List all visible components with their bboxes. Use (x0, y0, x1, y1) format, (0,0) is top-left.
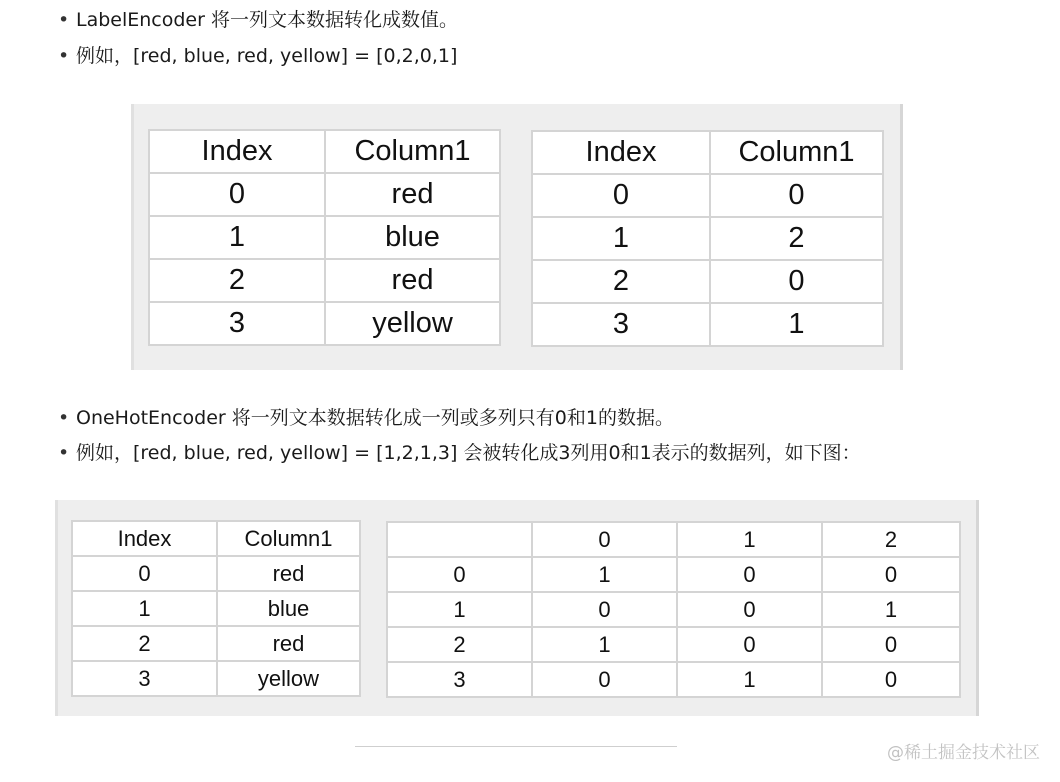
table-row (532, 260, 883, 303)
table-header-cell: Column1 (710, 131, 883, 174)
table-cell: 1 (149, 216, 325, 259)
table-row (532, 174, 883, 217)
watermark: @稀土掘金技术社区 (887, 743, 1040, 763)
table-cell: 0 (710, 174, 883, 217)
table-header-cell: Column1 (217, 521, 360, 556)
table-header-cell: 1 (677, 522, 822, 557)
table-cell: 0 (149, 173, 325, 216)
table-cell: 1 (532, 627, 677, 662)
table-cell: 2 (149, 259, 325, 302)
table-cell: 3 (149, 302, 325, 345)
divider (355, 746, 677, 747)
table-header-row (72, 521, 360, 556)
table-header-cell: Column1 (325, 130, 500, 173)
table-cell: blue (325, 216, 500, 259)
table-cell: 0 (822, 627, 960, 662)
onehot-source-table (71, 520, 361, 697)
bullet-dot: • (58, 407, 70, 429)
table-header-row (387, 522, 960, 557)
bullet-dot: • (58, 9, 70, 31)
table-row (72, 626, 360, 661)
table-cell: 1 (532, 217, 710, 260)
table-header-cell: Index (532, 131, 710, 174)
table-cell: 1 (677, 662, 822, 697)
table-cell: yellow (217, 661, 360, 696)
table-header-cell (387, 522, 532, 557)
table-cell: 3 (387, 662, 532, 697)
table-row (149, 302, 500, 345)
table-cell: 1 (822, 592, 960, 627)
table-header-cell: 2 (822, 522, 960, 557)
bullet-text: OneHotEncoder 将一列文本数据转化成一列或多列只有0和1的数据。 (76, 407, 674, 429)
bullet-text: 例如，[red, blue, red, yellow] = [1,2,1,3] 会被转化成3列用0和1表示的数据列，如下图： (76, 442, 861, 464)
table-cell: red (325, 259, 500, 302)
table-row (387, 627, 960, 662)
table-cell: 1 (532, 557, 677, 592)
table-cell: 0 (822, 662, 960, 697)
table-row (532, 217, 883, 260)
bullet-onehotencoder-example (58, 441, 861, 465)
table-cell: 0 (387, 557, 532, 592)
table-cell: 0 (677, 592, 822, 627)
table-cell: 0 (822, 557, 960, 592)
table-header-cell: 0 (532, 522, 677, 557)
labelencoder-encoded-table (531, 130, 884, 347)
table-cell: 2 (532, 260, 710, 303)
table-row (72, 591, 360, 626)
table-row (387, 592, 960, 627)
table-cell: 3 (72, 661, 217, 696)
bullet-text: LabelEncoder 将一列文本数据转化成数值。 (76, 9, 458, 31)
table-cell: 1 (710, 303, 883, 346)
table-cell: red (217, 556, 360, 591)
table-header-cell: Index (72, 521, 217, 556)
bullet-labelencoder-desc (58, 8, 458, 32)
table-cell: 0 (72, 556, 217, 591)
labelencoder-source-table (148, 129, 501, 346)
table-cell: 2 (72, 626, 217, 661)
table-header-row (532, 131, 883, 174)
table-cell: red (217, 626, 360, 661)
table-cell: 0 (532, 662, 677, 697)
table-row (387, 662, 960, 697)
table-cell: 0 (532, 174, 710, 217)
bullet-onehotencoder-desc (58, 406, 674, 430)
table-cell: 2 (710, 217, 883, 260)
table-cell: 0 (710, 260, 883, 303)
table-row (532, 303, 883, 346)
table-cell: 2 (387, 627, 532, 662)
table-cell: 0 (677, 557, 822, 592)
table-row (149, 216, 500, 259)
table-row (149, 173, 500, 216)
bullet-dot: • (58, 45, 70, 67)
bullet-labelencoder-example (58, 44, 457, 68)
bullet-dot: • (58, 442, 70, 464)
table-header-cell: Index (149, 130, 325, 173)
table-row (387, 557, 960, 592)
table-cell: red (325, 173, 500, 216)
table-cell: 0 (532, 592, 677, 627)
table-row (72, 556, 360, 591)
table-row (72, 661, 360, 696)
table-cell: 0 (677, 627, 822, 662)
table-cell: yellow (325, 302, 500, 345)
table-header-row (149, 130, 500, 173)
onehot-encoded-table (386, 521, 961, 698)
bullet-text: 例如，[red, blue, red, yellow] = [0,2,0,1] (76, 45, 458, 67)
table-cell: blue (217, 591, 360, 626)
table-row (149, 259, 500, 302)
table-cell: 1 (387, 592, 532, 627)
table-cell: 3 (532, 303, 710, 346)
table-cell: 1 (72, 591, 217, 626)
